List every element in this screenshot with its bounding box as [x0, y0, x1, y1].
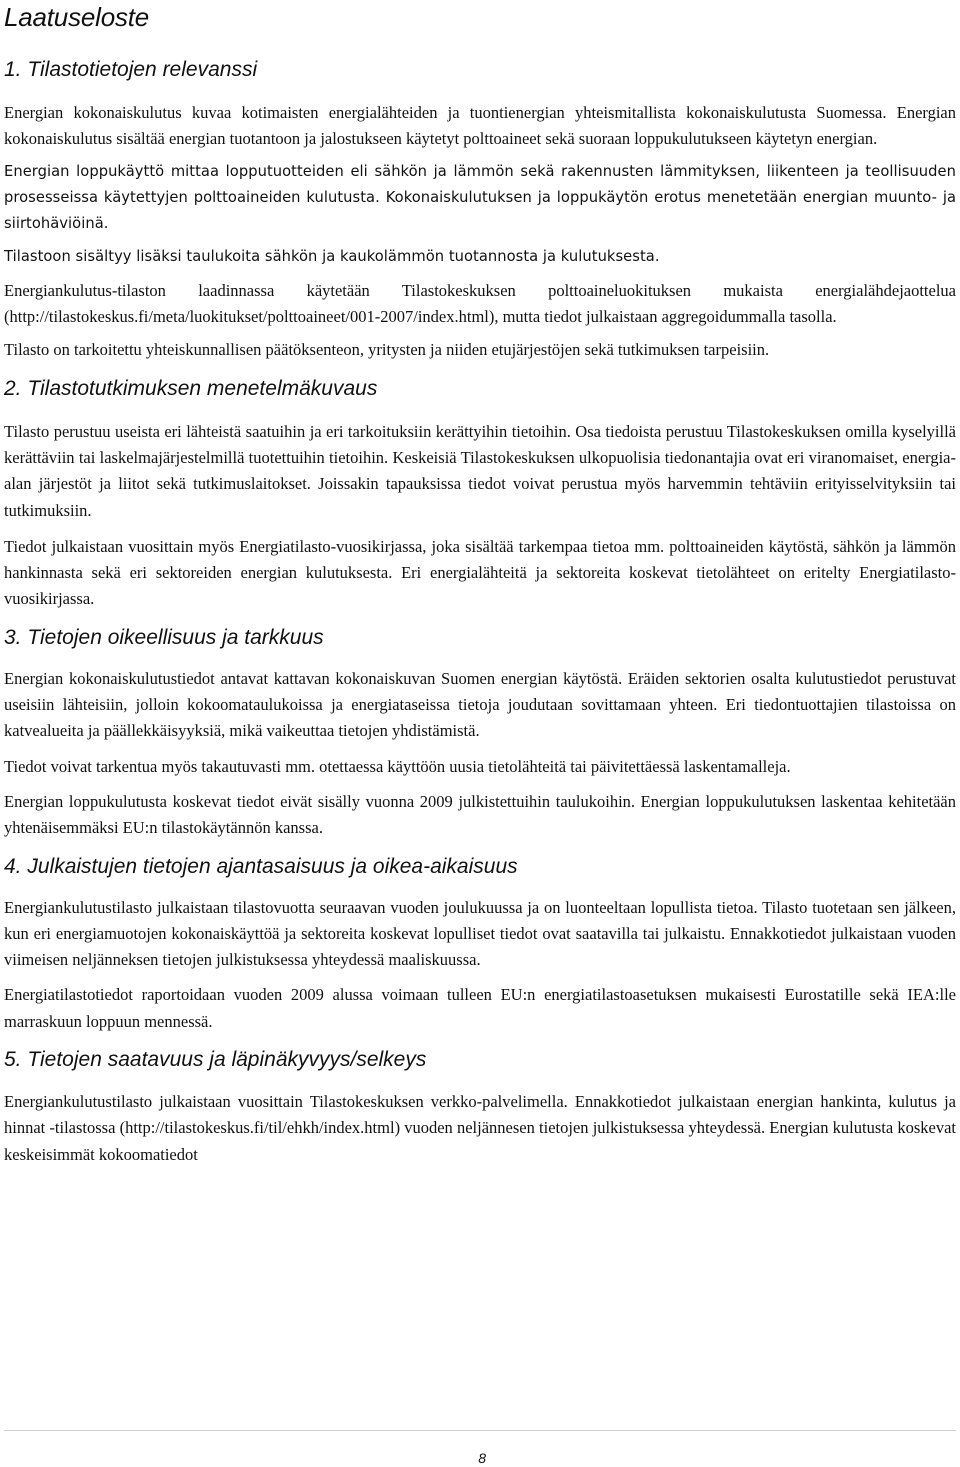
section-availability — [4, 1047, 956, 1168]
paragraph: Energiankulutustilasto julkaistaan tilastovuotta seuraavan vuoden joulukuussa ja on luonteeltaan lopullista tietoa. Tilasto tuotetaan sen jälkeen, kun eri energiamuotojen kokonaiskäyttöä ja sektoreita koskevat lopulliset tiedot ovat saatavilla tai julkaistu. Ennakkotiedot julkaistaan vuoden viimeisen neljänneksen tietojen julkistuksessa yhteydessä maaliskuussa. — [4, 897, 956, 970]
paragraph: Tilasto on tarkoitettu yhteiskunnallisen päätöksenteon, yritysten ja niiden etujärjestöjen sekä tutkimuksen tarpeisiin. — [4, 340, 770, 360]
paragraph: Tiedot julkaistaan vuosittain myös Energiatilasto-vuosikirjassa, joka sisältää tarkempaa tietoa mm. polttoaineiden käytöstä, sähkön ja lämmön hankinnasta sekä eri sektoreiden energian kulutuksesta. Eri energialähteitä ja sektoreita koskevat tietolähteet on eritelty Energiatilasto-vuosikirjassa. — [4, 536, 956, 609]
section-heading: 3. Tietojen oikeellisuus ja tarkkuus — [4, 625, 324, 649]
paragraph: Energiankulutustilasto julkaistaan vuosittain Tilastokeskuksen verkko-palvelimella. Ennakkotiedot julkaistaan energian hankinta, kulutus ja hinnat -tilastossa (http://tilastokeskus.fi/til/ehkh/index.html) vuoden neljännesen tietojen julkistuksessa yhteydessä. Energian kulutusta koskevat keskeisimmät kokoomatiedot — [4, 1092, 956, 1164]
section-relevance — [4, 57, 956, 364]
paragraph: Energian loppukulutusta koskevat tiedot eivät sisälly vuonna 2009 julkistettuihin taulukoihin. Energian loppukulutuksen laskentaa kehitetään yhtenäisemmäksi EU:n tilastokäytännön kanssa. — [4, 791, 956, 838]
paragraph: Energian kokonaiskulutustiedot antavat kattavan kokonaiskuvan Suomen energian käytöstä. Eräiden sektorien osalta kulutustiedot perustuvat useisiin lähteisiin, jolloin kokoomataulukoissa ja energiataseissa tietoja joudutaan sovittamaan yhteen. Eri tiedontuottajien tilastoissa on katvealueita ja päällekkäisyyksiä, mikä vaikeuttaa tietojen yhdistämistä. — [4, 668, 956, 741]
paragraph: Tilasto perustuu useista eri lähteistä saatuihin ja eri tarkoituksiin kerättyihin tietoihin. Osa tiedoista perustuu Tilastokeskuksen omilla kyselyillä kerättäviin tai laskelmajärjestelmillä tuotettuihin tietoihin. Keskeisiä Tilastokeskuksen ulkopuolisia tiedonantajia ovat eri viranomaiset, energia-alan järjestöt ja liitot sekä tutkimuslaitokset. Joissakin tapauksissa tiedot voivat perustua myös harvemmin tehtäviin erityisselvityksiin tai tutkimuksiin. — [4, 421, 956, 520]
paragraph: Tiedot voivat tarkentua myös takautuvasti mm. otettaessa käyttöön uusia tietolähteitä tai päivitettäessä laskentamalleja. — [4, 756, 791, 776]
section-heading: 2. Tilastotutkimuksen menetelmäkuvaus — [4, 376, 378, 400]
section-heading: 1. Tilastotietojen relevanssi — [4, 58, 258, 81]
document-page — [4, 0, 956, 1168]
paragraph: Energiatilastotiedot raportoidaan vuoden 2009 alussa voimaan tulleen EU:n energiatilastoasetuksen mukaisesti Eurostatille sekä IEA:lle marraskuun loppuun mennessä. — [4, 985, 956, 1031]
paragraph: Tilastoon sisältyy lisäksi taulukoita sähkön ja kaukolämmön tuotannosta ja kulutuksesta. — [4, 248, 660, 266]
page-number: 8 — [478, 1450, 486, 1466]
section-heading: 5. Tietojen saatavuus ja läpinäkyvyys/selkeys — [4, 1048, 427, 1072]
section-heading: 4. Julkaistujen tietojen ajantasaisuus ja oikea-aikaisuus — [4, 854, 518, 878]
section-accuracy — [4, 625, 956, 842]
section-timeliness — [4, 854, 956, 1035]
paragraph: Energian loppukäyttö mittaa lopputuotteiden eli sähkön ja lämmön sekä rakennusten lämmityksen, liikenteen ja teollisuuden prosesseissa käytettyjen polttoaineiden kulutusta. Kokonaiskulutuksen ja loppukäytön erotus menetetään energian muunto- ja siirtohäviöinä. — [4, 162, 956, 233]
document-title: Laatuseloste — [4, 2, 150, 32]
paragraph: Energian kokonaiskulutus kuvaa kotimaisten energialähteiden ja tuontienergian yhteismitallista kokonaiskulutusta Suomessa. Energian kokonaiskulutus sisältää energian tuotantoon ja jalostukseen käytetyt polttoaineet sekä suoraan loppukulutukseen käytetyn energian. — [4, 103, 956, 149]
paragraph: Energiankulutus-tilaston laadinnassa käytetään Tilastokeskuksen polttoaineluokituksen mukaista energialähdejaottelua (http://tilastokeskus.fi/meta/luokitukset/polttoaineet/001-2007/index.html), mutta tiedot julkaistaan aggregoidummalla tasolla. — [4, 280, 956, 327]
footer-divider — [4, 1430, 956, 1431]
section-methodology — [4, 376, 956, 613]
